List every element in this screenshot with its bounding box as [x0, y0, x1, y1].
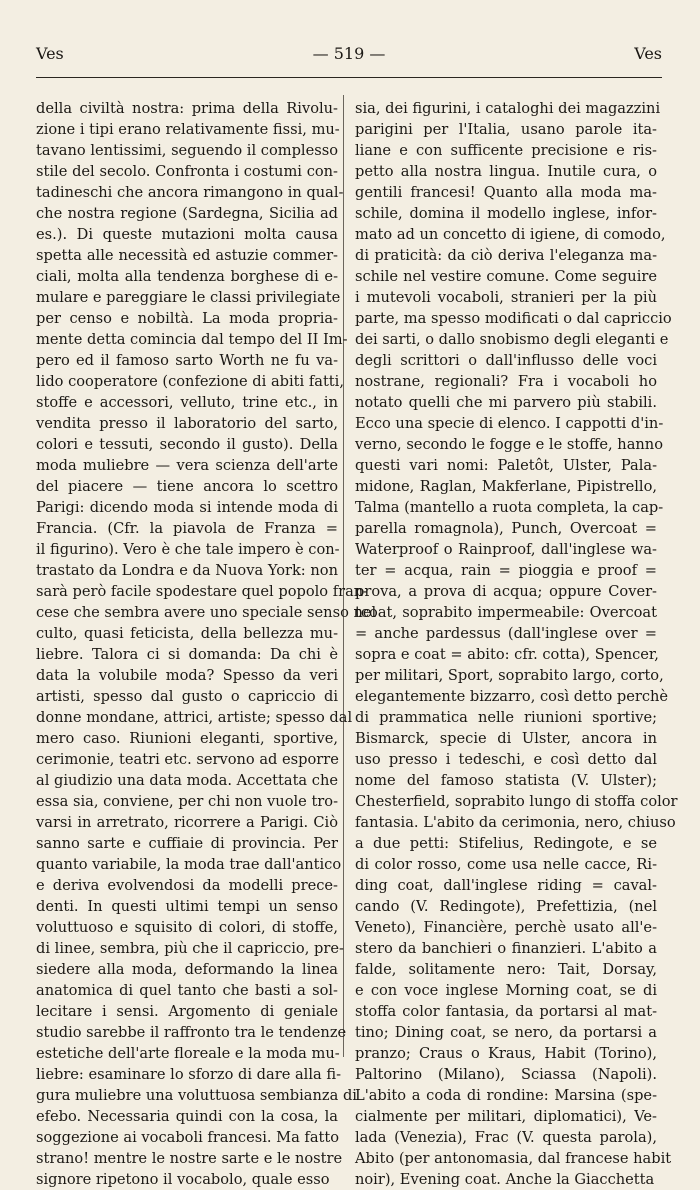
text-line: di praticità: da ciò deriva l'eleganza ma-: [355, 247, 657, 264]
text-line: dei sarti, o dallo snobismo degli eleganti e: [355, 331, 669, 348]
text-line: prova, a prova di acqua; oppure Cover-: [355, 583, 657, 600]
text-line: cialmente per militari, diplomatici), Ve-: [355, 1108, 657, 1125]
text-line: cando (V. Redingote), Prefettizia, (nel: [355, 898, 657, 915]
text-line: tino; Dining coat, se nero, da portarsi a: [355, 1024, 657, 1041]
text-line: parella romagnola), Punch, Overcoat =: [355, 520, 657, 537]
text-line: signore ripetono il vocabolo, quale esso: [36, 1171, 330, 1188]
text-line: il figurino). Vero è che tale impero è con-: [36, 541, 340, 558]
text-line: che nostra regione (Sardegna, Sicilia ad: [36, 205, 338, 222]
text-line: colori e tessuti, secondo il gusto). Della: [36, 436, 338, 453]
text-line: pero ed il famoso sarto Worth ne fu va-: [36, 352, 338, 369]
text-line: soggezione ai vocaboli francesi. Ma fatto: [36, 1129, 340, 1146]
text-line: del piacere — tiene ancora lo scettro: [36, 478, 338, 495]
text-line: sopra e coat = abito: cfr. cotta), Spencer,: [355, 646, 659, 663]
text-line: al giudizio una data moda. Accettata che: [36, 772, 338, 789]
text-line: Paltorino (Milano), Sciassa (Napoli).: [355, 1066, 657, 1083]
text-line: liebre: esaminare lo sforzo di dare alla fi-: [36, 1066, 342, 1083]
text-line: mero caso. Riunioni eleganti, sportive,: [36, 730, 338, 747]
text-line: mulare e pareggiare le classi privilegiate: [36, 289, 341, 306]
text-line: i mutevoli vocaboli, stranieri per la più: [355, 289, 657, 306]
text-line: Waterproof o Rainproof, dall'inglese wa-: [355, 541, 657, 558]
text-line: = anche pardessus (dall'inglese over =: [355, 625, 657, 642]
text-line: L'abito a coda di rondine: Marsina (spe-: [355, 1087, 657, 1104]
text-line: Bismarck, specie di Ulster, ancora in: [355, 730, 657, 747]
text-line: di prammatica nelle riunioni sportive;: [355, 709, 657, 726]
text-line: donne mondane, attrici, artiste; spesso dal: [36, 709, 353, 726]
text-line: degli scrittori o dall'influsso delle voci: [355, 352, 657, 369]
text-line: essa sia, conviene, per chi non vuole tro-: [36, 793, 338, 810]
text-line: data la volubile moda? Spesso da veri: [36, 667, 338, 684]
text-line: schile nel vestire comune. Come seguire: [355, 268, 657, 285]
text-line: efebo. Necessaria quindi con la cosa, la: [36, 1108, 338, 1125]
text-line: e con voce inglese Morning coat, se di: [355, 982, 657, 999]
text-line: Ecco una specie di elenco. I cappotti d'in-: [355, 415, 664, 432]
right-column: [355, 98, 678, 1190]
text-line: petto alla nostra lingua. Inutile cura, o: [355, 163, 657, 180]
text-line: pranzo; Craus o Kraus, Habit (Torino),: [355, 1045, 657, 1062]
text-line: denti. In questi ultimi tempi un senso: [36, 898, 338, 915]
text-line: Francia. (Cfr. la piavola de Franza =: [36, 520, 338, 537]
text-line: sanno sarte e cuffiaie di provincia. Per: [36, 835, 338, 852]
text-line: fantasia. L'abito da cerimonia, nero, chiuso: [355, 814, 676, 831]
text-line: siedere alla moda, deformando la linea: [36, 961, 338, 978]
text-line: questi vari nomi: Paletôt, Ulster, Pala-: [355, 457, 657, 474]
text-line: verno, secondo le fogge e le stoffe, hanno: [355, 436, 663, 453]
text-line: parte, ma spesso modificati o dal capriccio: [355, 310, 672, 327]
text-line: liane e con sufficente precisione e ris-: [355, 142, 657, 159]
text-line: gura muliebre una voluttuosa sembianza di: [36, 1087, 357, 1104]
text-line: schile, domina il modello inglese, infor-: [355, 205, 657, 222]
text-line: stoffa color fantasia, da portarsi al mat-: [355, 1003, 657, 1020]
header-left-guide-word: Ves: [36, 44, 64, 63]
text-line: falde, solitamente nero: Tait, Dorsay,: [355, 961, 657, 978]
text-line: strano! mentre le nostre sarte e le nostre: [36, 1150, 343, 1167]
text-line: spetta alle necessità ed astuzie commer-: [36, 247, 338, 264]
text-line: gentili francesi! Quanto alla moda ma-: [355, 184, 657, 201]
text-line: ter = acqua, rain = pioggia e proof =: [355, 562, 657, 579]
text-line: sarà però facile spodestare quel popolo fran-: [36, 583, 369, 600]
text-line: Abito (per antonomasia, dal francese habit: [355, 1150, 672, 1167]
text-line: quanto variabile, la moda trae dall'antico: [36, 856, 342, 873]
text-line: elegantemente bizzarro, così detto perchè: [355, 688, 669, 705]
text-line: anatomica di quel tanto che basti a sol-: [36, 982, 338, 999]
column-divider: [343, 95, 344, 1057]
text-line: lido cooperatore (confezione di abiti fatti,: [36, 373, 344, 390]
text-line: tavano lentissimi, seguendo il complesso: [36, 142, 338, 159]
text-line: parigini per l'Italia, usano parole ita-: [355, 121, 657, 138]
left-column: [36, 98, 377, 1190]
text-line: cerimonie, teatri etc. servono ad esporre: [36, 751, 339, 768]
text-line: trastato da Londra e da Nuova York: non: [36, 562, 338, 579]
text-line: nostrane, regionali? Fra i vocaboli ho: [355, 373, 657, 390]
text-line: e deriva evolvendosi da modelli prece-: [36, 877, 338, 894]
text-line: stoffe e accessori, velluto, trine etc., in: [36, 394, 338, 411]
page-number: — 519 —: [312, 44, 386, 63]
text-line: Chesterfield, soprabito lungo di stoffa color: [355, 793, 678, 810]
text-line: tadineschi che ancora rimangono in qual-: [36, 184, 344, 201]
text-line: ciali, molta alla tendenza borghese di e-: [36, 268, 338, 285]
header-rule: [36, 77, 662, 78]
text-line: per censo e nobiltà. La moda propria-: [36, 310, 338, 327]
text-line: stero da banchieri o finanzieri. L'abito a: [355, 940, 657, 957]
text-line: artisti, spesso dal gusto o capriccio di: [36, 688, 338, 705]
text-line: culto, quasi feticista, della bellezza mu-: [36, 625, 338, 642]
text-line: voluttuoso e squisito di colori, di stoffe,: [36, 919, 338, 936]
text-line: vendita presso il laboratorio del sarto,: [36, 415, 338, 432]
text-line: di color rosso, come usa nelle cacce, Ri-: [355, 856, 657, 873]
text-line: cese che sembra avere uno speciale senso nel: [36, 604, 377, 621]
header-right-guide-word: Ves: [634, 44, 662, 63]
text-line: mato ad un concetto di igiene, di comodo,: [355, 226, 666, 243]
text-line: Parigi: dicendo moda si intende moda di: [36, 499, 338, 516]
text-line: sia, dei figurini, i cataloghi dei magazzini: [355, 100, 661, 117]
text-line: liebre. Talora ci si domanda: Da chi è: [36, 646, 338, 663]
text-line: Talma (mantello a ruota completa, la cap-: [355, 499, 664, 516]
text-line: studio sarebbe il raffronto tra le tendenze: [36, 1024, 347, 1041]
text-line: midone, Raglan, Makferlane, Pipistrello,: [355, 478, 657, 495]
text-line: mente detta comincia dal tempo del II Im-: [36, 331, 348, 348]
text-line: estetiche dell'arte floreale e la moda mu-: [36, 1045, 340, 1062]
text-line: es.). Di queste mutazioni molta causa: [36, 226, 338, 243]
text-line: uso presso i tedeschi, e così detto dal: [355, 751, 657, 768]
text-line: Veneto), Financière, perchè usato all'e-: [355, 919, 657, 936]
text-line: ding coat, dall'inglese riding = caval-: [355, 877, 657, 894]
text-line: stile del secolo. Confronta i costumi con-: [36, 163, 338, 180]
text-line: varsi in arretrato, ricorrere a Parigi. Ciò: [36, 814, 338, 831]
text-line: della civiltà nostra: prima della Rivolu-: [36, 100, 338, 117]
running-header: [36, 44, 662, 74]
text-line: nome del famoso statista (V. Ulster);: [355, 772, 657, 789]
text-line: di linee, sembra, più che il capriccio, pre-: [36, 940, 344, 957]
text-line: lada (Venezia), Frac (V. questa parola),: [355, 1129, 657, 1146]
text-line: moda muliebre — vera scienza dell'arte: [36, 457, 338, 474]
text-line: notato quelli che mi parvero più stabili.: [355, 394, 657, 411]
text-line: per militari, Sport, soprabito largo, corto,: [355, 667, 664, 684]
text-line: noir), Evening coat. Anche la Giacchetta: [355, 1171, 655, 1188]
text-line: a due petti: Stifelius, Redingote, e se: [355, 835, 657, 852]
text-line: tcoat, soprabito impermeabile: Overcoat: [355, 604, 657, 621]
text-line: lecitare i sensi. Argomento di geniale: [36, 1003, 338, 1020]
text-line: zione i tipi erano relativamente fissi, mu-: [36, 121, 340, 138]
